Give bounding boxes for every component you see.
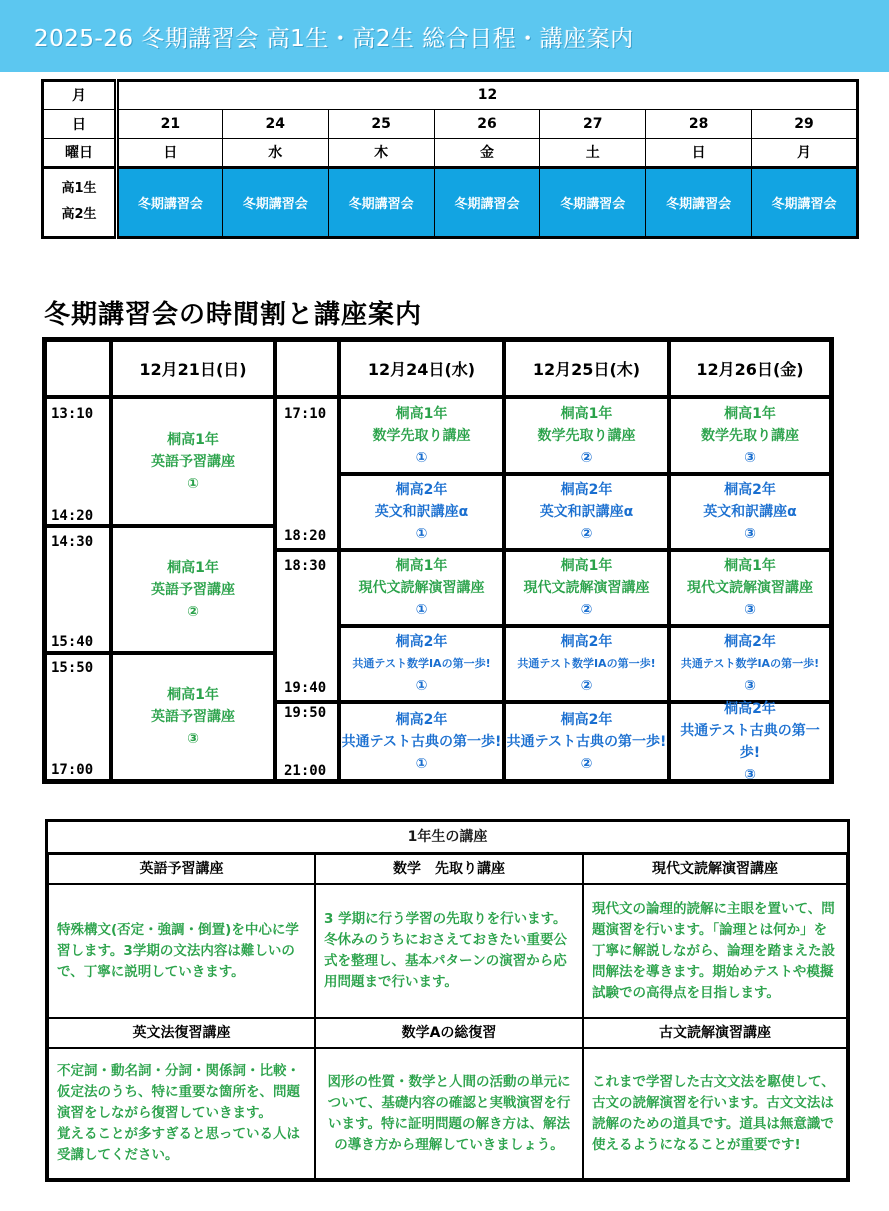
weekday-cell: 日 <box>646 138 752 167</box>
weekday-cell: 日 <box>117 138 223 167</box>
timetable-title: 冬期講習会の時間割と講座案内 <box>44 300 423 330</box>
lecture-number: ① <box>415 755 428 772</box>
day-cell: 21 <box>117 109 223 138</box>
weekday-cell: 金 <box>434 138 540 167</box>
lecture-name: 共通テスト古典の第一歩! <box>506 733 667 750</box>
lecture-cell <box>504 550 669 626</box>
course-description-text: 3 学期に行う学習の先取りを行います。冬休みのうちにおさえておきたい重要公式を整理し、基本パターンの演習から応用問題まで行います。 <box>324 911 567 990</box>
lecture-cell <box>339 550 504 626</box>
time-label: 19:40 <box>284 680 327 696</box>
lecture-school: 桐高2年 <box>395 482 448 498</box>
time-label: 13:10 <box>51 406 94 422</box>
lecture-name: 英文和訳講座α <box>539 504 634 520</box>
course-description <box>583 1048 847 1179</box>
lecture-cell <box>504 626 669 702</box>
day-cell: 28 <box>646 109 752 138</box>
header-blank <box>275 340 339 397</box>
time-label: 18:30 <box>284 558 327 574</box>
lecture-number: ③ <box>744 678 756 694</box>
lecture-name: 数学先取り講座 <box>372 427 471 444</box>
lecture-name: 英文和訳講座α <box>374 504 469 520</box>
time-label: 18:20 <box>284 528 327 544</box>
course-description-text: 現代文の論理的読解に主眼を置いて、問題演習を行います。「論理とは何か」を丁寧に解説しながら、論理を踏まえた設問解法を導きます。期始めテストや模擬試験での高得点を目指します。 <box>592 900 835 1001</box>
lecture-name: 英語予習講座 <box>151 709 235 725</box>
course-title: 数学 先取り講座 <box>315 854 583 884</box>
time-label: 15:40 <box>51 634 94 650</box>
lecture-number: ② <box>580 755 593 772</box>
course-title: 現代文読解演習講座 <box>583 854 847 884</box>
lecture-name: 共通テスト数学IAの第一歩! <box>517 657 656 670</box>
title-banner <box>0 0 889 72</box>
event-cell: 冬期講習会 <box>646 167 752 237</box>
lecture-name: 数学先取り講座 <box>537 427 636 444</box>
lecture-number: ③ <box>187 731 199 747</box>
lecture-cell <box>669 702 831 781</box>
schedule-table <box>41 79 859 239</box>
header-date: 12月25日(木) <box>504 340 669 397</box>
lecture-name: 共通テスト数学IAの第一歩! <box>680 657 820 670</box>
lecture-cell <box>111 653 275 781</box>
event-cell: 冬期講習会 <box>540 167 646 237</box>
weekday-label: 曜日 <box>43 138 117 167</box>
weekday-cell: 木 <box>328 138 434 167</box>
lecture-school: 桐高1年 <box>560 405 613 422</box>
course-description-note: 覚えることが多すぎると思っている人は受講してください。 <box>57 1126 300 1163</box>
lecture-school: 桐高1年 <box>167 431 219 448</box>
lecture-school: 桐高2年 <box>395 711 448 728</box>
course-description <box>48 884 315 1018</box>
month-label: 月 <box>43 81 117 110</box>
course-description-text: 特殊構文(否定・強調・倒置)を中心に学習します。3学期の文法内容は難しいので、丁寧に説明していきます。 <box>57 921 299 980</box>
lecture-cell <box>111 397 275 526</box>
lecture-name: 英文和訳講座α <box>703 504 797 520</box>
lecture-cell <box>669 550 831 626</box>
lecture-cell <box>339 626 504 702</box>
course-title: 数学Aの総復習 <box>315 1018 583 1048</box>
time-label: 17:10 <box>284 406 327 422</box>
lecture-name: 英語予習講座 <box>151 581 235 598</box>
lecture-school: 桐高2年 <box>395 634 448 650</box>
lecture-school: 桐高2年 <box>724 634 776 650</box>
month-value: 12 <box>117 81 858 110</box>
course-description <box>315 1048 583 1179</box>
weekday-cell: 土 <box>540 138 646 167</box>
lecture-cell <box>669 626 831 702</box>
lecture-name: 共通テスト古典の第一歩! <box>680 722 820 761</box>
grade-label-1: 高1生 <box>61 181 97 197</box>
lecture-name: 数学先取り講座 <box>701 427 799 444</box>
lecture-cell <box>339 474 504 550</box>
event-cell: 冬期講習会 <box>117 167 223 237</box>
lecture-cell <box>669 474 831 550</box>
lecture-school: 桐高1年 <box>167 687 219 703</box>
course-description-text: 不定詞・動名詞・分詞・関係詞・比較・仮定法のうち、特に重要な箇所を、問題演習をしながら復習していきます。 <box>57 1063 300 1121</box>
lecture-number: ① <box>415 602 428 618</box>
time-label: 14:20 <box>51 508 94 524</box>
course-title: 古文読解演習講座 <box>583 1018 847 1048</box>
header-date: 12月21日(日) <box>111 340 275 397</box>
day-cell: 27 <box>540 109 646 138</box>
header-date: 12月26日(金) <box>669 340 831 397</box>
event-cell: 冬期講習会 <box>752 167 858 237</box>
lecture-school: 桐高1年 <box>724 558 776 574</box>
grade-label <box>43 167 117 237</box>
time-label: 17:00 <box>51 762 94 778</box>
course-description <box>315 884 583 1018</box>
lecture-cell <box>339 702 504 781</box>
lecture-number: ③ <box>744 526 756 542</box>
lecture-cell <box>504 397 669 474</box>
lecture-school: 桐高1年 <box>395 558 448 574</box>
lecture-number: ② <box>580 602 593 618</box>
lecture-cell <box>504 702 669 781</box>
lecture-school: 桐高2年 <box>560 711 613 728</box>
lecture-cell <box>669 397 831 474</box>
lecture-number: ② <box>580 449 593 466</box>
day-label: 日 <box>43 109 117 138</box>
lecture-number: ② <box>187 603 199 620</box>
lecture-number: ① <box>187 475 199 492</box>
weekday-cell: 水 <box>222 138 328 167</box>
event-cell: 冬期講習会 <box>222 167 328 237</box>
day-cell: 24 <box>222 109 328 138</box>
course-description-text: これまで学習した古文文法を駆使して、古文の読解演習を行います。古文文法は読解のための道具です。道具は無意識で使えるようになることが重要です! <box>592 1073 835 1153</box>
lecture-school: 桐高2年 <box>724 482 776 498</box>
event-cell: 冬期講習会 <box>328 167 434 237</box>
course-description <box>48 1048 315 1179</box>
lecture-name: 英語予習講座 <box>151 453 235 470</box>
lecture-school: 桐高2年 <box>560 634 613 650</box>
day-cell: 26 <box>434 109 540 138</box>
course-title: 英語予習講座 <box>48 854 315 884</box>
time-label: 19:50 <box>284 705 327 721</box>
lecture-school: 桐高2年 <box>724 700 776 717</box>
lecture-name: 共通テスト古典の第一歩! <box>341 733 502 750</box>
lecture-school: 桐高1年 <box>395 405 448 422</box>
lecture-school: 桐高2年 <box>560 482 613 498</box>
event-cell: 冬期講習会 <box>434 167 540 237</box>
lecture-number: ① <box>415 449 428 466</box>
lecture-school: 桐高1年 <box>167 559 219 576</box>
timetable <box>42 337 834 784</box>
lecture-school: 桐高1年 <box>560 558 613 574</box>
lecture-number: ② <box>580 526 593 542</box>
day-cell: 25 <box>328 109 434 138</box>
lecture-name: 現代文読解演習講座 <box>687 580 813 596</box>
lecture-cell <box>111 526 275 653</box>
course-title: 英文法復習講座 <box>48 1018 315 1048</box>
course-info-heading: 1年生の講座 <box>48 822 847 854</box>
lecture-number: ③ <box>744 449 756 466</box>
weekday-cell: 月 <box>752 138 858 167</box>
lecture-name: 共通テスト数学IAの第一歩! <box>352 657 491 670</box>
header-date: 12月24日(水) <box>339 340 504 397</box>
lecture-number: ① <box>415 526 428 542</box>
time-label: 21:00 <box>284 763 327 779</box>
grade-label-2: 高2生 <box>61 207 97 223</box>
lecture-cell <box>504 474 669 550</box>
course-info <box>45 819 850 1182</box>
time-label: 14:30 <box>51 534 94 550</box>
header-blank <box>45 340 111 397</box>
lecture-number: ① <box>415 678 428 694</box>
course-description <box>583 884 847 1018</box>
banner-title: 2025-26 冬期講習会 高1生・高2生 総合日程・講座案内 <box>34 26 634 52</box>
lecture-number: ② <box>580 678 593 694</box>
lecture-cell <box>339 397 504 474</box>
time-label: 15:50 <box>51 660 94 676</box>
lecture-school: 桐高1年 <box>724 405 776 422</box>
day-cell: 29 <box>752 109 858 138</box>
lecture-number: ③ <box>744 602 756 618</box>
lecture-name: 現代文読解演習講座 <box>358 580 485 596</box>
lecture-name: 現代文読解演習講座 <box>523 580 650 596</box>
course-description-text: 図形の性質・数学と人間の活動の単元について、基礎内容の確認と実戦演習を行います。特に証明問題の解き方は、解法の導き方から理解していきましょう。 <box>327 1073 571 1153</box>
lecture-number: ③ <box>744 766 756 783</box>
